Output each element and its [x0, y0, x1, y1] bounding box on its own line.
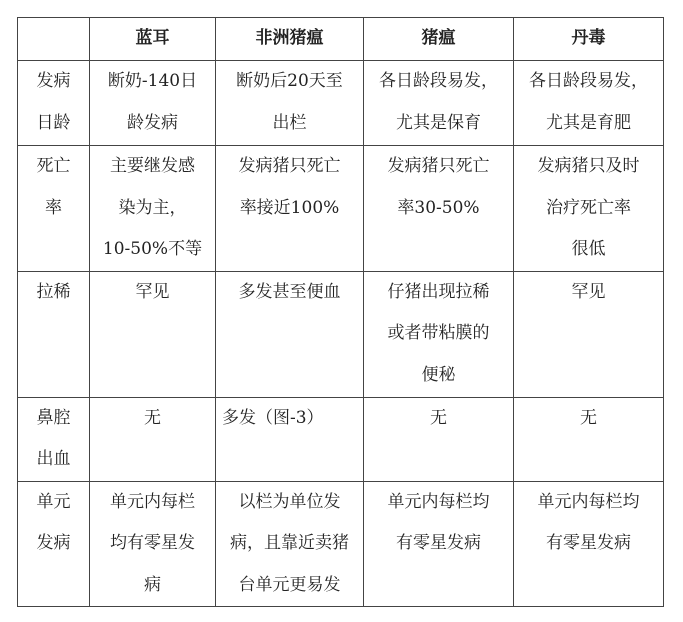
- header-row: [18, 18, 664, 61]
- table-cell: 各日龄段易发， 尤其是育肥: [514, 61, 664, 146]
- row-label-nasal-bleeding: 鼻腔 出血: [18, 397, 90, 481]
- table-cell: 无: [364, 397, 514, 481]
- row-label-mortality: 死亡 率: [18, 146, 90, 272]
- table-row-diarrhea: [18, 271, 664, 397]
- row-label-unit-onset: 单元 发病: [18, 481, 90, 607]
- table-cell: 发病猪只及时 治疗死亡率 很低: [514, 146, 664, 272]
- header-blue-ear: 蓝耳: [90, 18, 216, 61]
- table-cell: 多发甚至便血: [216, 271, 364, 397]
- comparison-table: [17, 17, 664, 607]
- table-cell: 多发（图-3）: [216, 397, 364, 481]
- table-cell: 以栏为单位发 病，且靠近卖猪 台单元更易发: [216, 481, 364, 607]
- row-label-diarrhea: 拉稀: [18, 271, 90, 397]
- table-cell: 各日龄段易发， 尤其是保育: [364, 61, 514, 146]
- table-cell: 罕见: [514, 271, 664, 397]
- table-cell: 罕见: [90, 271, 216, 397]
- table-cell: 单元内每栏 均有零星发 病: [90, 481, 216, 607]
- header-erysipelas: 丹毒: [514, 18, 664, 61]
- header-empty-cell: [18, 18, 90, 61]
- table-cell: 无: [90, 397, 216, 481]
- table-cell: 主要继发感 染为主， 10-50%不等: [90, 146, 216, 272]
- table-cell: 断奶后20天至 出栏: [216, 61, 364, 146]
- table-row-mortality: [18, 146, 664, 272]
- header-african-swine-fever: 非洲猪瘟: [216, 18, 364, 61]
- header-swine-fever: 猪瘟: [364, 18, 514, 61]
- table-cell: 断奶-140日 龄发病: [90, 61, 216, 146]
- table-cell: 仔猪出现拉稀 或者带粘膜的 便秘: [364, 271, 514, 397]
- table-cell: 无: [514, 397, 664, 481]
- table-row-nasal-bleeding: [18, 397, 664, 481]
- table-row-onset-age: [18, 61, 664, 146]
- table-row-unit-onset: [18, 481, 664, 607]
- table-cell: 发病猪只死亡 率接近100%: [216, 146, 364, 272]
- table-cell: 单元内每栏均 有零星发病: [364, 481, 514, 607]
- table-cell: 单元内每栏均 有零星发病: [514, 481, 664, 607]
- table-cell: 发病猪只死亡 率30-50%: [364, 146, 514, 272]
- row-label-onset-age: 发病 日龄: [18, 61, 90, 146]
